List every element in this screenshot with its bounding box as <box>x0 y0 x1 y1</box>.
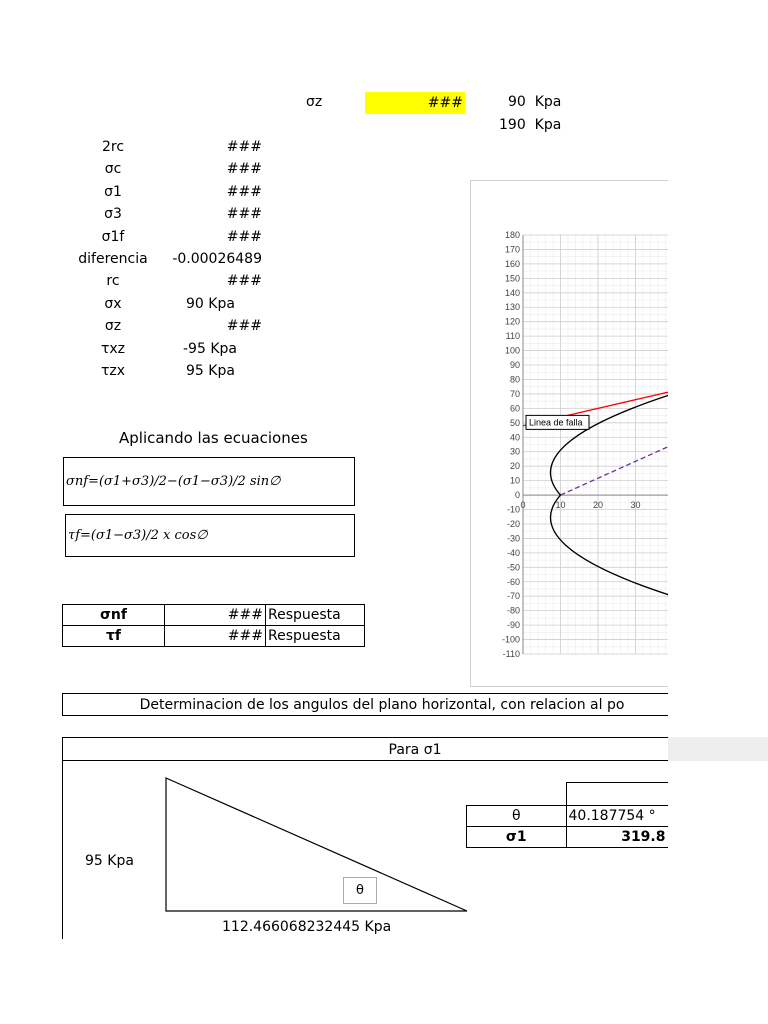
result-label: τf <box>63 626 165 647</box>
result-response[interactable]: Respuesta <box>266 605 365 626</box>
param-label: σ3 <box>104 206 122 223</box>
angle-value[interactable]: 40.187754 ° <box>566 806 668 827</box>
y-tick-label: 0 <box>514 490 520 501</box>
y-tick-label: -50 <box>506 562 520 573</box>
para-header-overflow <box>668 737 768 761</box>
y-tick-label: 10 <box>509 475 520 486</box>
table-row <box>63 626 365 647</box>
table-row <box>467 827 669 848</box>
result-value[interactable]: ### <box>165 605 266 626</box>
top-value-2-number: 190 <box>499 117 526 133</box>
angle-table <box>466 782 669 848</box>
param-label: τzx <box>100 363 126 379</box>
y-tick-label: 40 <box>509 432 520 443</box>
sz-top-label: σz <box>306 94 323 110</box>
determination-banner: Determinacion de los angulos del plano horizontal, con relacion al po <box>62 693 702 716</box>
y-tick-label: 80 <box>509 374 520 385</box>
x-tick-label: 10 <box>555 500 566 511</box>
y-tick-label: 160 <box>504 258 520 269</box>
y-tick-label: 100 <box>504 345 520 356</box>
result-label: σnf <box>63 605 165 626</box>
top-value-1-unit: Kpa <box>534 94 562 110</box>
formula-sigma-nf-text: σnf=(σ1+σ3)/2−(σ1−σ3)/2 sin∅ <box>66 474 281 489</box>
y-tick-label: 150 <box>504 273 520 284</box>
y-tick-label: 140 <box>504 287 520 298</box>
param-value[interactable]: -0.00026489 <box>172 251 262 267</box>
results-table <box>62 604 365 647</box>
page-edge <box>668 0 768 1024</box>
x-tick-label: 30 <box>630 500 641 511</box>
sigma1-label: σ1 <box>467 827 567 848</box>
param-label: σx <box>104 295 122 312</box>
annotation-label: Linea de falla <box>529 417 583 428</box>
y-tick-label: -100 <box>501 634 520 645</box>
chart-svg <box>471 181 691 688</box>
triangle-base-label: 112.466068232445 Kpa <box>222 919 392 935</box>
top-value-1-number: 90 <box>508 94 526 110</box>
angle-label: θ <box>467 806 567 827</box>
param-value[interactable]: ### <box>226 161 262 178</box>
param-label: 2rc <box>101 139 125 155</box>
result-response[interactable]: Respuesta <box>266 626 365 647</box>
y-tick-label: -90 <box>506 620 520 631</box>
y-tick-label: 30 <box>509 446 520 457</box>
triangle-height-label: 95 Kpa <box>85 853 134 869</box>
theta-box: θ <box>343 877 377 904</box>
para-header: Para σ1 <box>62 737 768 761</box>
param-label: σz <box>104 318 122 335</box>
result-value[interactable]: ### <box>165 626 266 647</box>
formula-sigma-nf <box>63 457 355 506</box>
param-label: diferencia <box>78 251 148 267</box>
x-tick-label: 20 <box>592 500 604 511</box>
y-tick-label: -70 <box>506 591 520 602</box>
table-row <box>467 806 669 827</box>
top-value-1 <box>508 94 561 110</box>
y-tick-label: -110 <box>502 649 520 659</box>
param-value[interactable]: ### <box>226 228 262 245</box>
param-value[interactable]: ### <box>226 273 262 290</box>
y-tick-label: -20 <box>506 518 520 529</box>
param-label: σc <box>104 161 122 178</box>
mohr-circle-chart[interactable] <box>470 180 690 687</box>
y-tick-label: -10 <box>506 504 520 515</box>
empty-cell <box>467 783 567 806</box>
param-value[interactable]: ### <box>226 183 262 200</box>
formula-tau-f-text: τf=(σ1−σ3)/2 x cos∅ <box>68 528 208 543</box>
empty-cell <box>566 783 668 806</box>
param-value[interactable]: 95 Kpa <box>186 363 235 379</box>
formula-tau-f <box>65 514 355 557</box>
top-value-2-unit: Kpa <box>534 117 562 133</box>
param-value[interactable]: ### <box>226 318 262 335</box>
table-row <box>63 605 365 626</box>
param-value[interactable]: ### <box>226 206 262 223</box>
param-value[interactable]: -95 Kpa <box>183 340 237 357</box>
y-tick-label: -30 <box>506 533 520 544</box>
param-label: τxz <box>100 340 126 357</box>
y-tick-label: 120 <box>504 316 520 327</box>
y-tick-label: 90 <box>509 360 520 371</box>
y-tick-label: 180 <box>504 230 520 240</box>
top-value-2 <box>499 117 561 133</box>
param-value[interactable]: 90 Kpa <box>186 295 235 312</box>
y-tick-label: 20 <box>509 461 520 472</box>
x-tick-label: 0 <box>520 500 526 511</box>
y-tick-label: -80 <box>506 605 520 616</box>
y-tick-label: 170 <box>504 244 520 255</box>
param-label: σ1 <box>104 183 122 200</box>
y-tick-label: 60 <box>509 403 520 414</box>
table-row <box>467 783 669 806</box>
y-tick-label: -40 <box>506 547 520 558</box>
triangle-diagram <box>160 772 480 917</box>
triangle <box>166 778 467 911</box>
sz-top-value[interactable]: ### <box>365 92 465 114</box>
param-label: σ1f <box>101 228 125 245</box>
param-label: rc <box>106 273 120 290</box>
y-tick-label: 50 <box>509 417 520 428</box>
y-tick-label: -60 <box>506 576 520 587</box>
y-tick-label: 70 <box>509 388 520 399</box>
y-tick-label: 110 <box>505 331 520 342</box>
equations-heading: Aplicando las ecuaciones <box>119 429 308 447</box>
y-tick-label: 130 <box>504 302 520 313</box>
sigma1-value[interactable]: 319.8 <box>566 827 668 848</box>
param-value[interactable]: ### <box>226 139 262 155</box>
